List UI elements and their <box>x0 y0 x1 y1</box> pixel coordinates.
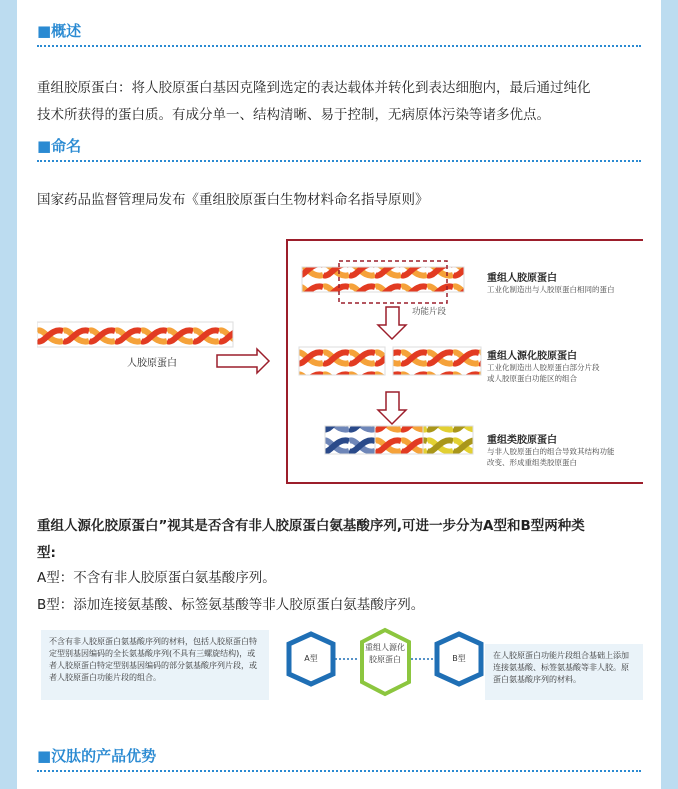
humanized-helix-2 <box>393 347 481 375</box>
classification-paragraph: 重组人源化胶原蛋白”视其是否含有非人胶原蛋白氨基酸序列,可进一步分为A型和B型两种类 型: <box>37 518 585 561</box>
functional-segment-label: 功能片段 <box>412 307 447 317</box>
like-helix-yellow <box>423 426 473 454</box>
arrow-down-icon <box>378 392 406 424</box>
human-collagen-helix <box>37 322 233 347</box>
hex-b-label: B型 <box>452 654 466 663</box>
like-helix-red <box>375 426 423 454</box>
section-title-advantages: ■汉肽的产品优势 <box>37 747 157 765</box>
hex-a-label: A型 <box>304 654 318 663</box>
type2-block: 重组人源化胶原蛋白 工业化制造出人胶原蛋白部分片段 或人胶原蛋白功能区的组合 <box>487 351 600 383</box>
recombinant-human-helix <box>302 267 464 292</box>
type-b-description: 在人胶原蛋白功能片段组合基础上添加连接氨基酸、标签氨基酸等非人胶。原蛋白氨基酸序列的材料。 <box>485 644 643 700</box>
divider <box>37 160 641 162</box>
section-title-overview: ■概述 <box>37 22 82 40</box>
divider <box>37 770 641 772</box>
humanized-helix-1 <box>299 347 385 375</box>
section-title-naming: ■命名 <box>37 137 82 155</box>
arrow-right-icon <box>217 349 269 373</box>
arrow-down-icon <box>378 307 406 339</box>
naming-paragraph: 国家药品监督管理局发布《重组胶原蛋白生物材料命名指导原则》 <box>37 192 429 208</box>
type-b-line: B型：添加连接氨基酸、标签氨基酸等非人胶原蛋白氨基酸序列。 <box>37 597 425 613</box>
article-card <box>17 0 661 789</box>
type1-block: 重组人胶原蛋白 工业化制造出与人胶原蛋白相同的蛋白 <box>487 273 615 294</box>
type3-block: 重组类胶原蛋白 与非人胶原蛋白的组合导致其结构功能 改变、形成重组类胶原蛋白 <box>487 435 615 467</box>
human-collagen-label: 人胶原蛋白 <box>127 358 177 369</box>
collagen-types-figure <box>37 237 643 492</box>
type-ab-figure <box>37 624 643 706</box>
type-a-description: 不含有非人胶原蛋白氨基酸序列的材料，包括人胶原蛋白特定型别基因编码的全长氨基酸序列(不具有三螺旋结构)，或者人胶原蛋白特定型别基因编码的部分氨基酸序列片段，或者人胶原蛋白功能片段的组合。 <box>41 630 269 700</box>
overview-paragraph: 重组胶原蛋白：将人胶原蛋白基因克隆到选定的表达载体并转化到表达细胞内，最后通过纯化 技术所获得的蛋白质。有成分单一、结构清晰、易于控制，无病原体污染等诸多优点。 <box>37 80 591 123</box>
like-helix-blue <box>325 426 375 454</box>
hex-center-label: 重组人源化胶原蛋白 <box>365 643 405 664</box>
divider <box>37 45 641 47</box>
type-a-line: A型：不含有非人胶原蛋白氨基酸序列。 <box>37 570 276 586</box>
